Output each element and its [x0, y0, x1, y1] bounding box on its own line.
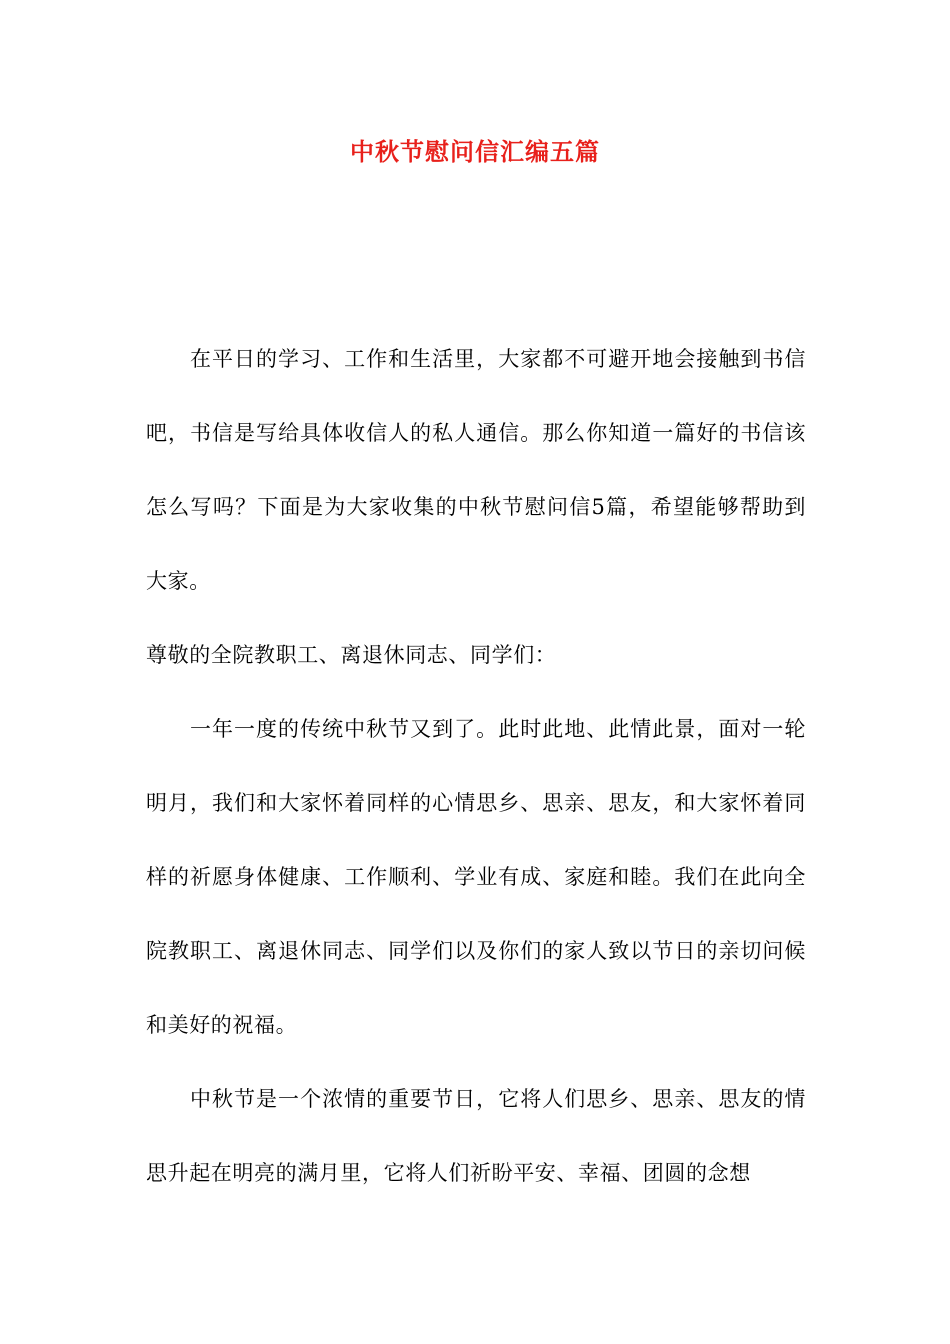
- intro-paragraph: 在平日的学习、工作和生活里，大家都不可避开地会接触到书信吧，书信是写给具体收信人的私人通信。那么你知道一篇好的书信该怎么写吗？下面是为大家收集的中秋节慰问信5篇，希望能够帮助到大家。: [146, 347, 806, 593]
- body-paragraph-1: 一年一度的传统中秋节又到了。此时此地、此情此景，面对一轮明月，我们和大家怀着同样的心情思乡、思亲、思友，和大家怀着同样的祈愿身体健康、工作顺利、学业有成、家庭和睦。我们在此向全院教职工、离退休同志、同学们以及你们的家人致以节日的亲切问候和美好的祝福。: [146, 717, 806, 1037]
- document-body: [146, 322, 806, 1210]
- salutation: 尊敬的全院教职工、离退休同志、同学们：: [146, 643, 557, 667]
- document-title: 中秋节慰问信汇编五篇: [350, 137, 600, 166]
- body-paragraph-2: 中秋节是一个浓情的重要节日，它将人们思乡、思亲、思友的情思升起在明亮的满月里，它将人们祈盼平安、幸福、团圆的念想: [146, 1087, 806, 1185]
